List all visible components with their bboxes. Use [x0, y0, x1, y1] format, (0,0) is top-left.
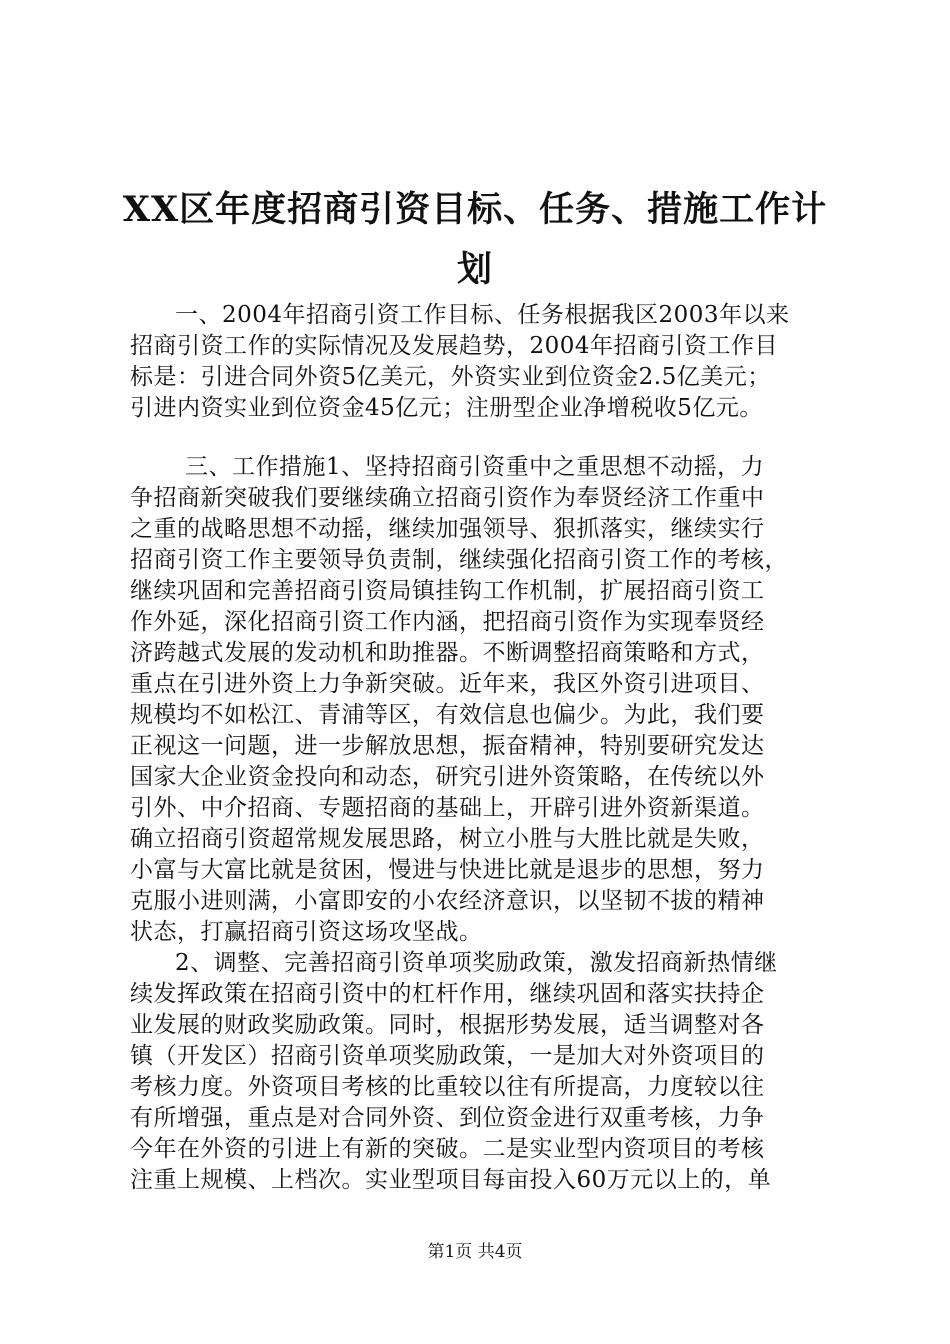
paragraph-line: 之重的战略思想不动摇，继续加强领导、狠抓落实，继续实行 — [130, 516, 765, 542]
paragraph-line: 一、2004年招商引资工作目标、任务根据我区2003年以来 — [175, 302, 790, 328]
paragraph-line: 标是：引进合同外资5亿美元，外资实业到位资金2.5亿美元； — [130, 364, 771, 390]
paragraph-line: 2、调整、完善招商引资单项奖励政策，激发招商新热情继 — [175, 950, 778, 976]
paragraph-line: 三、工作措施1、坚持招商引资重中之重思想不动摇，力 — [185, 454, 765, 480]
paragraph-line: 作外延，深化招商引资工作内涵，把招商引资作为实现奉贤经 — [130, 609, 765, 635]
paragraph-line: 正视这一问题，进一步解放思想，振奋精神，特别要研究发达 — [130, 733, 765, 759]
paragraph-line: 镇（开发区）招商引资单项奖励政策，一是加大对外资项目的 — [130, 1043, 765, 1069]
paragraph-line: 有所增强，重点是对合同外资、到位资金进行双重考核，力争 — [130, 1105, 765, 1131]
paragraph-line: 国家大企业资金投向和动态，研究引进外资策略，在传统以外 — [130, 764, 765, 790]
paragraph-line: 继续巩固和完善招商引资局镇挂钩工作机制，扩展招商引资工 — [130, 578, 765, 604]
document-title-line-1: XX区年度招商引资目标、任务、措施工作计 — [122, 189, 828, 230]
paragraph-line: 招商引资工作主要领导负责制，继续强化招商引资工作的考核， — [130, 547, 788, 573]
paragraph-line: 重点在引进外资上力争新突破。近年来，我区外资引进项目、 — [130, 671, 765, 697]
paragraph-line: 争招商新突破我们要继续确立招商引资作为奉贤经济工作重中 — [130, 485, 765, 511]
paragraph-line: 考核力度。外资项目考核的比重较以往有所提高，力度较以往 — [130, 1074, 765, 1100]
paragraph-line: 克服小进则满，小富即安的小农经济意识，以坚韧不拔的精神 — [130, 888, 765, 914]
paragraph-line: 确立招商引资超常规发展思路，树立小胜与大胜比就是失败， — [130, 826, 765, 852]
paragraph-line: 业发展的财政奖励政策。同时，根据形势发展，适当调整对各 — [130, 1012, 765, 1038]
paragraph-line: 规模均不如松江、青浦等区，有效信息也偏少。为此，我们要 — [130, 702, 765, 728]
paragraph-line: 注重上规模、上档次。实业型项目每亩投入60万元以上的，单 — [130, 1167, 772, 1193]
page-number-footer: 第1页 共4页 — [427, 1242, 523, 1262]
paragraph-line: 状态，打赢招商引资这场攻坚战。 — [130, 919, 483, 945]
paragraph-line: 招商引资工作的实际情况及发展趋势，2004年招商引资工作目 — [130, 333, 779, 359]
paragraph-line: 引外、中介招商、专题招商的基础上，开辟引进外资新渠道。 — [130, 795, 765, 821]
paragraph-line: 续发挥政策在招商引资中的杠杆作用，继续巩固和落实扶持企 — [130, 981, 765, 1007]
paragraph-line: 济跨越式发展的发动机和助推器。不断调整招商策略和方式， — [130, 640, 765, 666]
paragraph-line: 引进内资实业到位资金45亿元；注册型企业净增税收5亿元。 — [130, 395, 763, 421]
paragraph-line: 今年在外资的引进上有新的突破。二是实业型内资项目的考核 — [130, 1136, 765, 1162]
paragraph-line: 小富与大富比就是贫困，慢进与快进比就是退步的思想，努力 — [130, 857, 765, 883]
document-title-line-2: 划 — [456, 249, 493, 290]
